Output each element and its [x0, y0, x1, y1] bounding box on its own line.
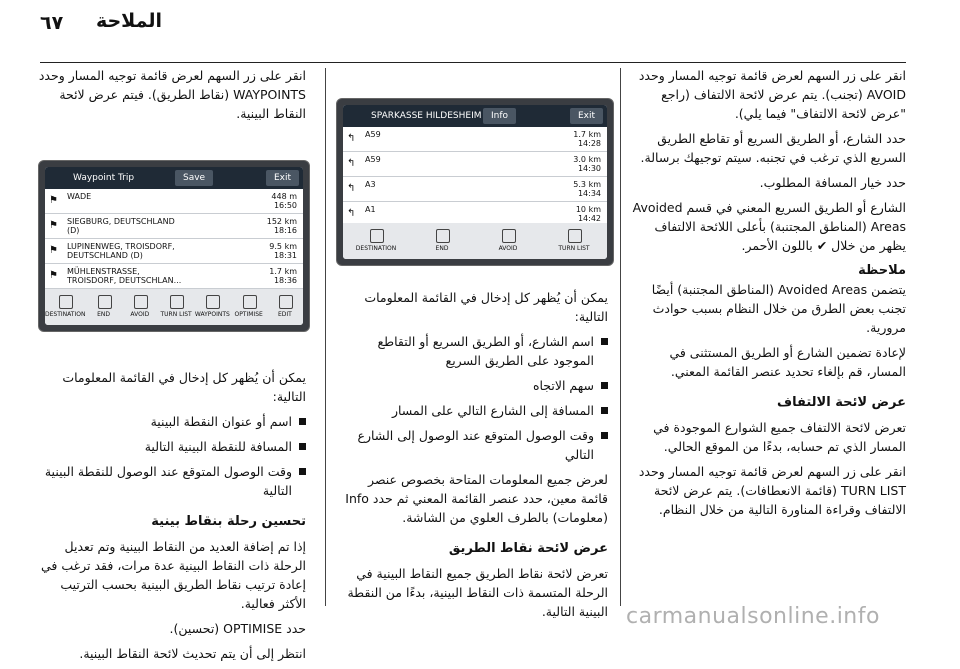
- toolbar: [343, 223, 607, 259]
- section-heading: تحسين رحلة بنقاط بينية: [151, 514, 306, 529]
- distance: 1.7 km: [269, 267, 297, 276]
- distance-time: [267, 217, 297, 235]
- toolbar-button[interactable]: WAYPOINTS: [194, 289, 230, 325]
- waypoint-icon: ⚑: [49, 245, 58, 256]
- distance-time: [269, 267, 297, 285]
- arrival-time: 18:36: [273, 276, 297, 285]
- chapter-title: الملاحة: [95, 10, 162, 32]
- table-row[interactable]: [343, 177, 607, 202]
- arrival-time: 14:42: [577, 214, 601, 223]
- table-row[interactable]: [45, 264, 303, 289]
- column-divider: [620, 68, 621, 606]
- exit-button[interactable]: Exit: [570, 108, 603, 124]
- toolbar-button[interactable]: AVOID: [122, 289, 158, 325]
- distance-time: [573, 155, 601, 173]
- waypoints-screenshot: Waypoint Trip Save Exit ⚑ WADE 448 m 16:50 ⚑ SIEGBURG, DEUTSCHLAND (D) 152 km 18:16 ⚑ LUPINENWEG, TROISDORF, DEUTSCHLAND (D) 9.5 km 18:31 ⚑ MÜHLENSTRASSE, TROISDORF, DEUTSCHLAN... 1.7 km 18:36 DESTINATION END AVOID TURN LIST WAYPOINTS OPTIMISE EDIT: [38, 160, 310, 332]
- info-button[interactable]: Info: [483, 108, 516, 124]
- waypoint-title: MÜHLENSTRASSE,: [67, 267, 140, 276]
- waypoint-list: [45, 189, 303, 289]
- distance: 1.7 km: [573, 130, 601, 139]
- waypoint-name: [67, 192, 91, 201]
- toolbar-button[interactable]: TURN LIST: [541, 223, 607, 259]
- note-box: ملاحظة يتضمن Avoided Areas (المناطق المجتنبة) أيضًا تجنب بعض الطرق من خلال النظام بسبب حوادث مرورية.: [651, 263, 906, 335]
- table-row[interactable]: [45, 214, 303, 239]
- turn-arrow-icon: ↰: [347, 208, 356, 219]
- distance-time: [573, 180, 601, 198]
- arrival-time: 16:50: [273, 201, 297, 210]
- distance-time: [573, 130, 601, 148]
- arrival-time: 18:31: [273, 251, 297, 260]
- distance: 3.0 km: [573, 155, 601, 164]
- waypoint-name: [67, 242, 175, 260]
- column-middle: يمكن أن يُظهر كل إدخال في القائمة المعلومات التالية: اسم الشارع، أو الطريق السريع أو التقاطع الموجود على الطريق السريع سهم الاتجاه المسافة إلى الشارع التالي على المسار وقت الوصول المتوقع عند الوصول إلى الشارع التالي لعرض جميع المعلومات المتاحة بخصوص عنصر قائمة معين، حدد عنصر القائمة المعني ثم حدد Info (معلومات) بالطرف العلوي من الشاشة. عرض لائحة نقاط الطريق تعرض لائحة نقاط الطريق جميع النقاط البينية في الرحلة المتسمة ذات النقاط البينية، بدءًا من النقطة البينية التالية.: [338, 288, 608, 627]
- toolbar-button[interactable]: EDIT: [267, 289, 303, 325]
- table-row[interactable]: [343, 127, 607, 152]
- arrival-time: 18:16: [273, 226, 297, 235]
- toolbar-button[interactable]: AVOID: [475, 223, 541, 259]
- distance-time: [269, 242, 297, 260]
- section-heading: عرض لائحة الالتفاف: [777, 395, 906, 410]
- table-row[interactable]: [45, 189, 303, 214]
- distance: 10 km: [575, 205, 601, 214]
- column-left-top: انقر على زر السهم لعرض قائمة توجيه المسار وحدد WAYPOINTS (نقاط الطريق). فيتم عرض لائحة النقاط البينية.: [38, 68, 306, 121]
- toolbar-button[interactable]: TURN LIST: [158, 289, 194, 325]
- waypoint-title: LUPINENWEG, TROISDORF,: [67, 242, 175, 251]
- road-name: A59: [365, 155, 381, 164]
- distance: 5.3 km: [573, 180, 601, 189]
- section-heading: عرض لائحة نقاط الطريق: [448, 541, 608, 556]
- turn-list-screenshot: SPARKASSE HILDESHEIM Info Exit ↰ A59 1.7 km 14:28 ↰ A59 3.0 km 14:30 ↰ A3 5.3 km 14:34 ↰ A1 10 km 14:42 DESTINATION END AVOID TURN LIST: [336, 98, 614, 266]
- watermark: carmanualsonline.info: [626, 604, 880, 629]
- exit-button[interactable]: Exit: [266, 170, 299, 186]
- turn-arrow-icon: ↰: [347, 133, 356, 144]
- toolbar-button[interactable]: END: [85, 289, 121, 325]
- waypoint-icon: ⚑: [49, 195, 58, 206]
- distance: 9.5 km: [269, 242, 297, 251]
- toolbar: [45, 289, 303, 325]
- waypoint-name: [67, 267, 181, 285]
- toolbar-button[interactable]: OPTIMISE: [231, 289, 267, 325]
- arrival-time: 14:34: [577, 189, 601, 198]
- distance: 448 m: [271, 192, 297, 201]
- waypoint-title: SIEGBURG, DEUTSCHLAND: [67, 217, 175, 226]
- table-row[interactable]: [343, 152, 607, 177]
- arrival-time: 14:28: [577, 139, 601, 148]
- waypoint-sub: TROISDORF, DEUTSCHLAN...: [67, 276, 182, 285]
- waypoint-title: WADE: [67, 192, 92, 201]
- toolbar-button[interactable]: DESTINATION: [343, 223, 409, 259]
- save-button[interactable]: Save: [175, 170, 213, 186]
- page-header: [0, 0, 960, 40]
- header-rule: [40, 62, 906, 63]
- road-name: A3: [365, 180, 376, 189]
- column-divider: [325, 68, 326, 606]
- column-right: انقر على زر السهم لعرض قائمة توجيه المسار وحدد AVOID (تجنب). يتم عرض لائحة الالتفاف (راجع "عرض لائحة الالتفاف" فيما يلي). حدد الشارع، أو الطريق السريع أو تقاطع الطريق السريع الذي ترغب في تجنبه. سيتم توجيهك برسالة. حدد خيار المسافة المطلوب. الشارع أو الطريق السريع المعني في قسم Avoided Areas (المناطق المجتنبة) بأعلى اللائحة الالتفاف يظهر من خلال ✔ باللون الأحمر. ملاحظة يتضمن Avoided Areas (المناطق المجتنبة) أيضًا تجنب بعض الطرق من خلال النظام بسبب حوادث مرورية. لإعادة تضمين الشارع أو الطريق المستثنى في المسار، قم بإلغاء تحديد عنصر القائمة المعني. عرض لائحة الالتفاف تعرض لائحة الالتفاف جميع الشوارع الموجودة في المسار الذي تم حسابه، بدءًا من الموقع الحالي. انقر على زر السهم لعرض قائمة توجيه المسار وحدد TURN LIST (قائمة الانعطافات). يتم عرض لائحة الالتفاف وقراءة المناورة التالية من خلال النظام.: [632, 68, 906, 517]
- waypoint-sub: (D): [67, 226, 80, 235]
- waypoint-name: [67, 217, 175, 235]
- distance-time: [271, 192, 297, 210]
- distance: 152 km: [266, 217, 297, 226]
- waypoint-sub: DEUTSCHLAND (D): [67, 251, 143, 260]
- page-number: ٦٧: [40, 12, 64, 34]
- distance-time: [576, 205, 601, 223]
- road-name: A1: [365, 205, 376, 214]
- turn-list: [343, 127, 607, 227]
- toolbar-button[interactable]: END: [409, 223, 475, 259]
- waypoint-icon: ⚑: [49, 220, 58, 231]
- waypoint-icon: ⚑: [49, 270, 58, 281]
- table-row[interactable]: [45, 239, 303, 264]
- arrival-time: 14:30: [577, 164, 601, 173]
- turn-arrow-icon: ↰: [347, 158, 356, 169]
- road-name: A59: [365, 130, 381, 139]
- column-left: يمكن أن يُظهر كل إدخال في القائمة المعلومات التالية: اسم أو عنوان النقطة البينية المسافة للنقطة البينية التالية وقت الوصول المتوقع عند الوصول للنقطة البينية التالية تحسين رحلة بنقاط بينية إذا تم إضافة العديد من النقاط البينية وتم تعديل الرحلة ذات النقاط البينية عدة مرات، فقد ترغب في إعادة ترتيب نقاط الطريق البينية بحسب الترتيب الأكثر فعالية. حدد OPTIMISE (تحسين). انتظر إلى أن يتم تحديث لائحة النقاط البينية.: [38, 368, 306, 669]
- turn-arrow-icon: ↰: [347, 183, 356, 194]
- toolbar-button[interactable]: DESTINATION: [45, 289, 85, 325]
